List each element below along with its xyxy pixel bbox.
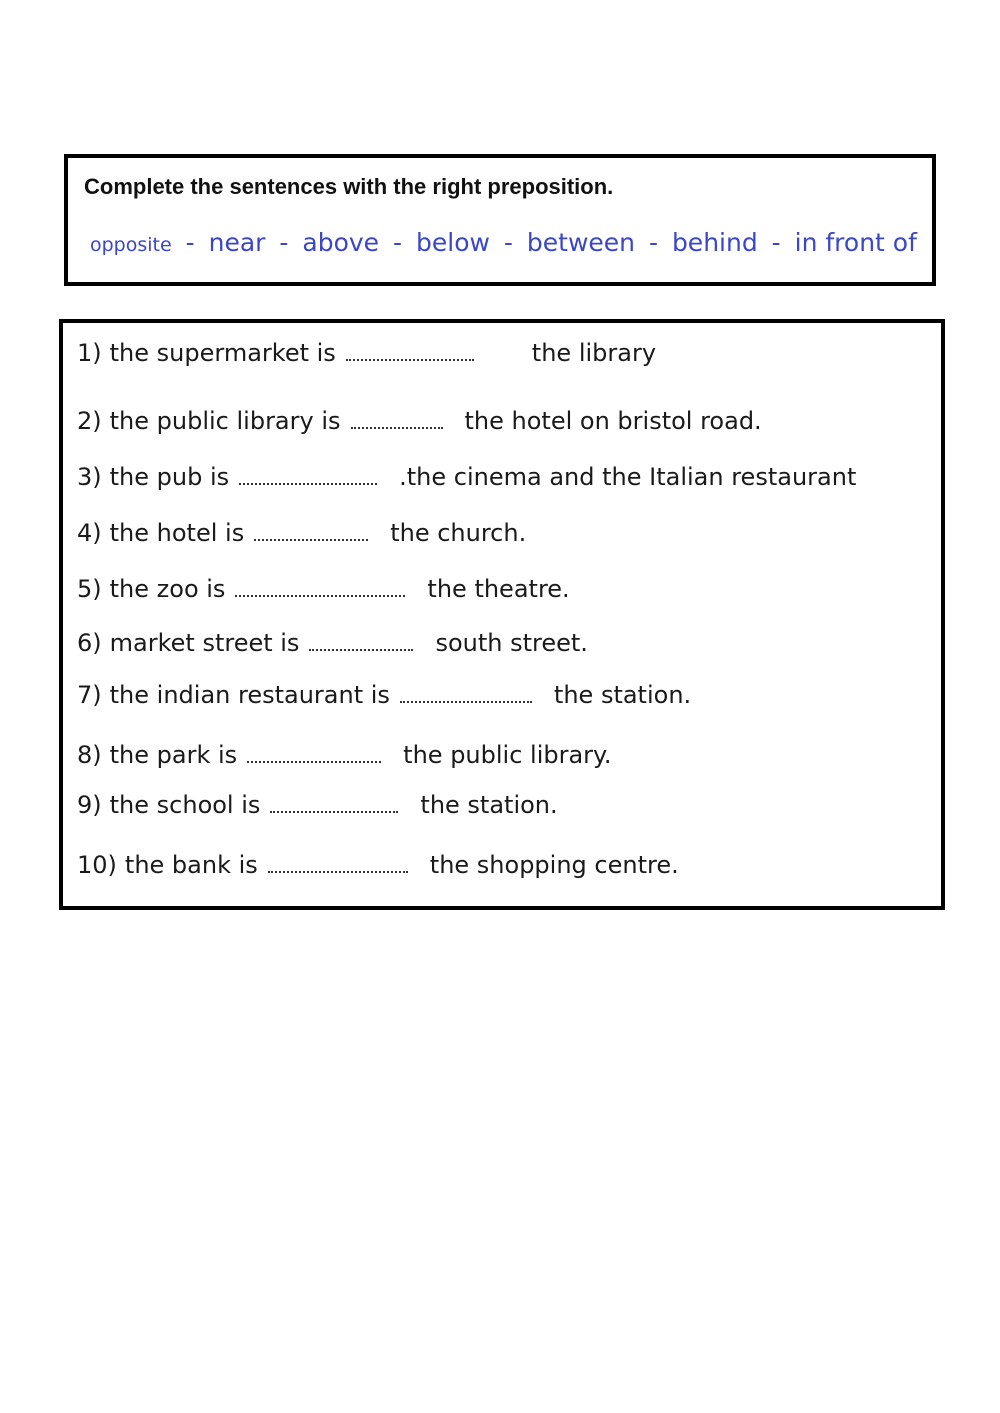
sentence-number: 9) [77, 791, 102, 819]
separator: - [393, 228, 403, 257]
answer-blank[interactable] [400, 697, 532, 703]
sentence-before: the supermarket is [109, 339, 336, 367]
word-near: near [208, 228, 266, 257]
sentence-8 [77, 741, 611, 769]
word-between: between [526, 228, 635, 257]
sentence-7 [77, 681, 691, 709]
sentence-5 [77, 575, 570, 603]
sentence-number: 5) [77, 575, 102, 603]
sentence-1 [77, 339, 656, 367]
answer-blank[interactable] [247, 757, 381, 763]
answer-blank[interactable] [239, 479, 377, 485]
sentence-before: market street is [109, 629, 300, 657]
answer-blank[interactable] [270, 807, 398, 813]
sentence-before: the zoo is [109, 575, 226, 603]
sentence-9 [77, 791, 558, 819]
word-behind: behind [671, 228, 758, 257]
sentence-number: 7) [77, 681, 102, 709]
separator: - [648, 228, 658, 257]
sentence-after: the station. [420, 791, 558, 819]
instructions-box [64, 154, 936, 286]
sentence-after: the library [531, 339, 657, 367]
answer-blank[interactable] [309, 645, 413, 651]
sentence-2 [77, 407, 762, 435]
word-below: below [416, 228, 490, 257]
sentence-3 [77, 463, 856, 491]
sentence-10 [77, 851, 679, 879]
answer-blank[interactable] [351, 423, 443, 429]
sentence-number: 1) [77, 339, 102, 367]
sentence-before: the school is [109, 791, 261, 819]
sentence-after: the church. [390, 519, 527, 547]
separator: - [503, 228, 513, 257]
sentence-number: 6) [77, 629, 102, 657]
answer-blank[interactable] [268, 867, 408, 873]
sentence-number: 3) [77, 463, 102, 491]
sentence-before: the public library is [109, 407, 341, 435]
sentence-after: the shopping centre. [429, 851, 679, 879]
word-bank [90, 228, 917, 257]
sentence-number: 2) [77, 407, 102, 435]
sentence-before: the indian restaurant is [109, 681, 390, 709]
sentence-after: the theatre. [427, 575, 570, 603]
sentence-4 [77, 519, 526, 547]
sentences-box [59, 319, 945, 910]
separator: - [185, 228, 195, 257]
sentence-before: the bank is [124, 851, 258, 879]
word-in-front-of: in front of [794, 228, 917, 257]
sentence-after: .the cinema and the Italian restaurant [399, 463, 857, 491]
sentence-after: the public library. [403, 741, 612, 769]
sentence-6 [77, 629, 588, 657]
answer-blank[interactable] [346, 355, 474, 361]
sentence-after: the station. [553, 681, 692, 709]
separator: - [771, 228, 781, 257]
separator: - [279, 228, 289, 257]
sentence-before: the park is [109, 741, 238, 769]
sentence-number: 10) [77, 851, 117, 879]
sentence-after: the hotel on bristol road. [464, 407, 762, 435]
sentence-before: the pub is [109, 463, 230, 491]
word-above: above [302, 228, 380, 257]
sentence-before: the hotel is [109, 519, 245, 547]
answer-blank[interactable] [235, 591, 405, 597]
instructions-title: Complete the sentences with the right preposition. [84, 174, 614, 199]
sentence-number: 4) [77, 519, 102, 547]
sentence-number: 8) [77, 741, 102, 769]
word-opposite: opposite [90, 234, 172, 256]
sentence-after: south street. [435, 629, 588, 657]
answer-blank[interactable] [254, 535, 368, 541]
